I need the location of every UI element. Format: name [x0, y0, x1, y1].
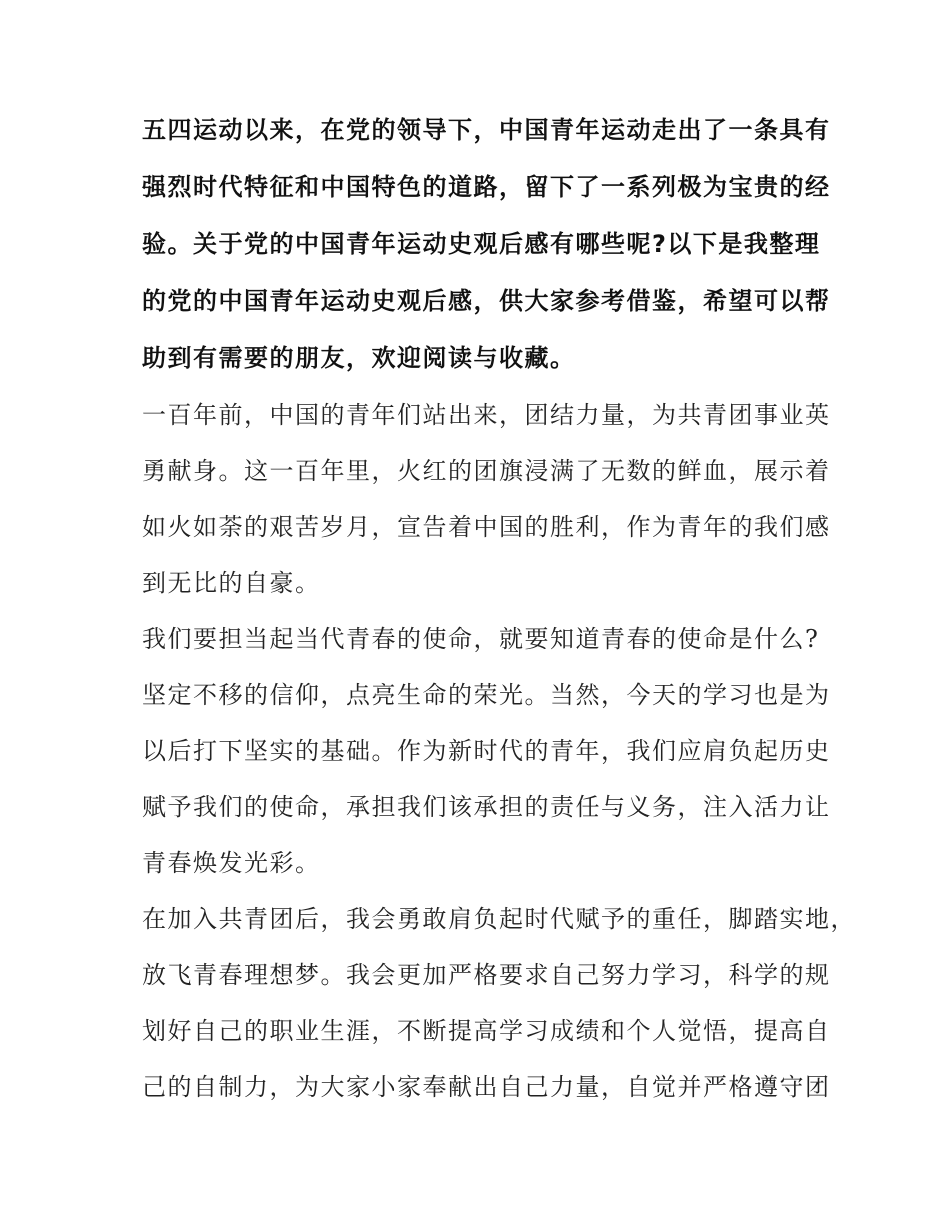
paragraph-line: 赋予我们的使命，承担我们该承担的责任与义务，注入活力让	[142, 793, 831, 821]
paragraph-line: 如火如荼的艰苦岁月，宣告着中国的胜利，作为青年的我们感	[142, 513, 831, 541]
body-paragraph-1	[142, 395, 832, 619]
paragraph-line: 到无比的自豪。	[142, 569, 321, 597]
paragraph-line: 青春焕发光彩。	[142, 849, 321, 877]
paragraph-line: 放飞青春理想梦。我会更加严格要求自己努力学习，科学的规	[142, 961, 831, 989]
body-paragraph-3	[142, 899, 856, 1123]
paragraph-line: 一百年前，中国的青年们站出来，团结力量，为共青团事业英	[142, 401, 831, 429]
paragraph-line: 勇献身。这一百年里，火红的团旗浸满了无数的鲜血，展示着	[142, 457, 831, 485]
intro-line: 验。关于党的中国青年运动史观后感有哪些呢?以下是我整理	[142, 230, 821, 258]
intro-line: 助到有需要的朋友，欢迎阅读与收藏。	[142, 344, 576, 372]
body-paragraph-2	[142, 619, 832, 899]
paragraph-line: 己的自制力，为大家小家奉献出自己力量，自觉并严格遵守团	[142, 1073, 831, 1101]
paragraph-line: 以后打下坚实的基础。作为新时代的青年，我们应肩负起历史	[142, 737, 831, 765]
paragraph-line: 在加入共青团后，我会勇敢肩负起时代赋予的重任，脚踏实地，	[142, 905, 856, 933]
paragraph-line: 坚定不移的信仰，点亮生命的荣光。当然，今天的学习也是为	[142, 681, 831, 709]
intro-line: 的党的中国青年运动史观后感，供大家参考借鉴，希望可以帮	[142, 287, 831, 315]
intro-paragraph	[142, 110, 832, 395]
document-body	[142, 110, 856, 1123]
paragraph-line: 划好自己的职业生涯，不断提高学习成绩和个人觉悟，提高自	[142, 1017, 831, 1045]
intro-line: 五四运动以来，在党的领导下，中国青年运动走出了一条具有	[142, 116, 831, 144]
intro-line: 强烈时代特征和中国特色的道路，留下了一系列极为宝贵的经	[142, 173, 831, 201]
paragraph-line: 我们要担当起当代青春的使命，就要知道青春的使命是什么?	[142, 625, 820, 653]
